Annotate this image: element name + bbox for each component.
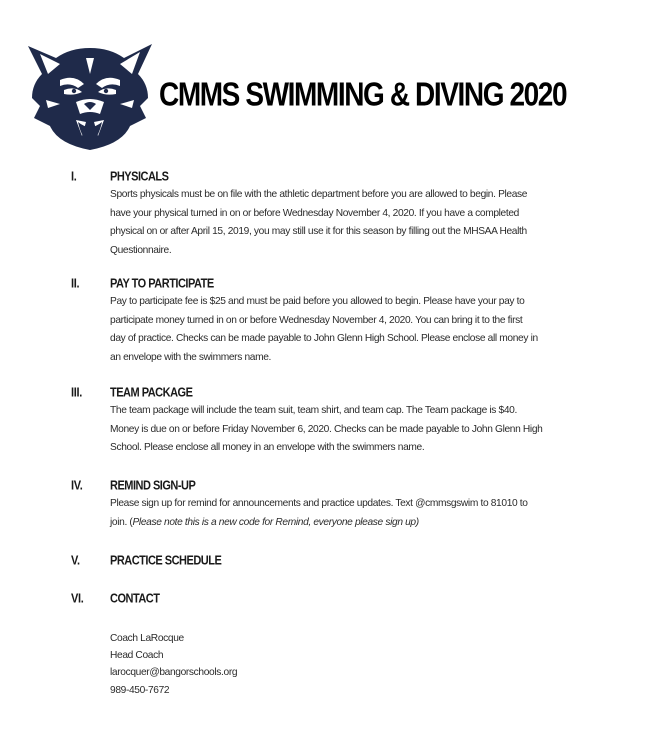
section-heading: PAY TO PARTICIPATE (110, 277, 214, 291)
section-numeral: VI. (71, 592, 84, 606)
section-numeral: II. (71, 277, 80, 291)
body-line: Money is due on or before Friday November 6, 2020. Checks can be made payable to John Glenn High (110, 423, 543, 435)
contact-block (110, 630, 237, 699)
page-title: CMMS SWIMMING & DIVING 2020 (159, 76, 567, 113)
body-line: School. Please enclose all money in an envelope with the swimmers name. (110, 442, 425, 453)
body-line: Questionnaire. (110, 244, 172, 256)
body-line: The team package will include the team suit, team shirt, and team cap. The Team package is $40. (110, 405, 517, 416)
section-body (110, 186, 580, 260)
section-heading: PRACTICE SCHEDULE (110, 554, 222, 568)
wildcat-mascot-icon (26, 40, 154, 152)
section-heading: PHYSICALS (110, 170, 169, 184)
contact-role: Head Coach (110, 650, 164, 662)
body-line: physical on or after April 15, 2019, you may still use it for this season by filling out the MHSAA Health (110, 226, 527, 237)
body-line: participate money turned in on or before Wednesday November 4, 2020. You can bring it to the first (110, 314, 523, 326)
body-line: an envelope with the swimmers name. (110, 351, 272, 363)
section-numeral: IV. (71, 479, 83, 493)
section-numeral: V. (71, 554, 80, 568)
section-numeral: I. (71, 170, 77, 184)
contact-email[interactable]: larocquer@bangorschools.org (110, 667, 238, 679)
section-body (110, 402, 580, 458)
body-line (110, 514, 580, 533)
body-line: day of practice. Checks can be made payable to John Glenn High School. Please enclose all money in (110, 333, 538, 344)
section-body (110, 495, 580, 532)
section-heading: CONTACT (110, 592, 160, 606)
body-line: have your physical turned in on or before Wednesday November 4, 2020. If you have a completed (110, 207, 519, 219)
contact-name: Coach LaRocque (110, 633, 184, 644)
section-heading: TEAM PACKAGE (110, 386, 193, 400)
body-line: Sports physicals must be on file with the athletic department before you are allowed to begin. Please (110, 189, 528, 200)
body-line: Please sign up for remind for announcements and practice updates. Text @cmmsgswim to 81010 to (110, 498, 528, 509)
body-line: Pay to participate fee is $25 and must be paid before you allowed to begin. Please have your pay to (110, 296, 525, 307)
section-heading: REMIND SIGN-UP (110, 479, 196, 493)
section-numeral: III. (71, 386, 83, 400)
section-body (110, 293, 580, 367)
remind-note: Please note this is a new code for Remind, everyone please sign up) (132, 516, 419, 528)
contact-phone: 989-450-7672 (110, 684, 170, 696)
body-line-prefix: join. ( (110, 516, 133, 528)
